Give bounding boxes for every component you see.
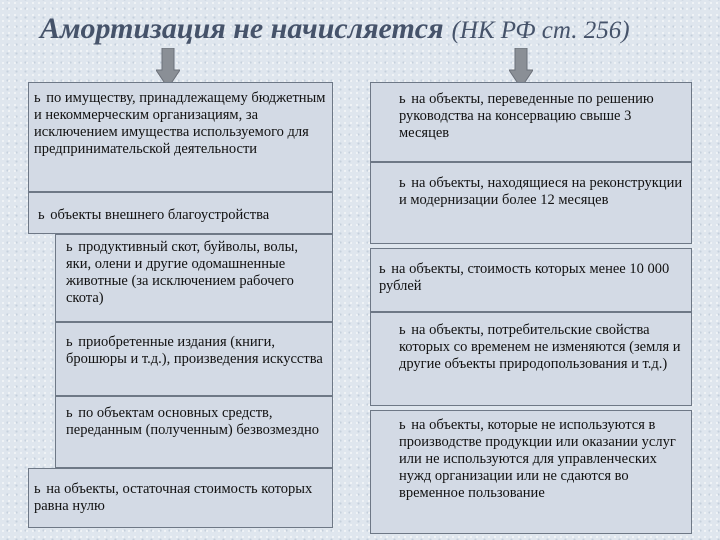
title-main: Амортизация не начисляется [40,12,444,45]
left-item-text: ь на объекты, остаточная стоимость которых равна нулю [34,481,313,514]
right-item-text: ь на объекты, стоимость которых менее 10 000 рублей [379,261,670,294]
left-box-external-improvement [28,192,333,234]
title-reference: (НК РФ ст. 256) [451,17,630,44]
left-box-livestock [55,234,333,322]
right-item-text: ь на объекты, которые не используются в производстве продукции или оказании услуг или не используются для управленческих нужд организации или не сдаются во временное пользование [399,417,676,501]
left-item-text: ь по имуществу, принадлежащему бюджетным и некоммерческим организациям, за исключением имущества используемого для предпринимательской деятельности [34,90,326,157]
right-box-low-cost [370,248,692,312]
left-item-text: ь объекты внешнего благоустройства [38,207,270,223]
left-box-budget-property [28,82,333,192]
left-box-publications [55,322,333,396]
right-box-unchanging-properties [370,312,692,406]
right-item-text: ь на объекты, переведенные по решению руководства на консервацию свыше 3 месяцев [399,91,654,141]
left-item-text: ь продуктивный скот, буйволы, волы, яки, олени и другие одомашненные животные (за исключением рабочего скота) [66,239,298,306]
left-box-zero-residual [28,468,333,528]
left-item-text: ь по объектам основных средств, переданным (полученным) безвозмездно [66,405,320,438]
right-item-text: ь на объекты, находящиеся на реконструкции и модернизации более 12 месяцев [399,175,683,208]
right-item-text: ь на объекты, потребительские свойства которых со временем не изменяются (земля и другие объекты природопользования и т.д.) [399,322,681,372]
left-item-text: ь приобретенные издания (книги, брошюры и т.д.), произведения искусства [66,334,323,367]
right-box-conservation [370,82,692,162]
right-box-unused-objects [370,410,692,534]
left-box-free-transfer [55,396,333,468]
page-title [40,6,700,52]
right-box-reconstruction [370,162,692,244]
